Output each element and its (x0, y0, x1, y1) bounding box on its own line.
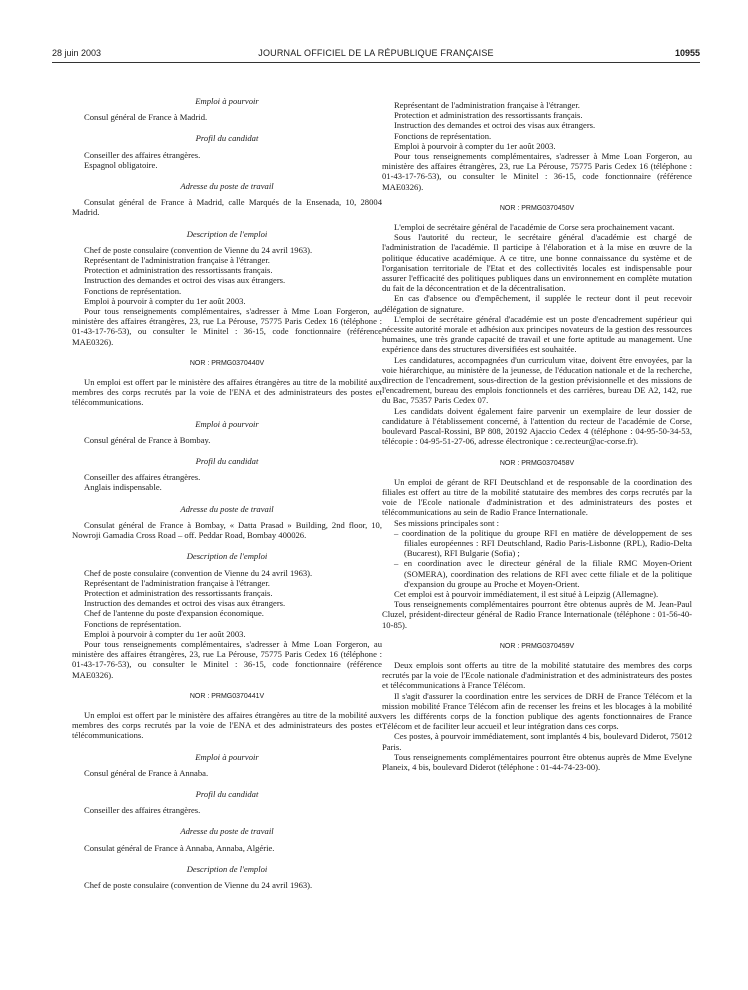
left-column (72, 96, 382, 890)
text-line: Représentant de l'administration française à l'étranger. (84, 255, 270, 266)
text-line: Fonctions de représentation. (394, 130, 492, 141)
section-heading: Emploi à pourvoir (195, 751, 259, 762)
list-item: – coordination de la politique du groupe RFI en matière de développement de ses filiales européennes : RFI Deutschland, Radio Paris-Lisbonne (RPL), Radio-Delta (Bucarest), RFI Bulgarie (Sofia) ; (394, 527, 692, 559)
paragraph: Consulat général de France à Madrid, calle Marqués de la Ensenada, 10, 28004 Madrid. (72, 197, 382, 218)
nor-reference: NOR : PRMG0370458V (499, 459, 575, 467)
section-heading: Profil du candidat (195, 788, 259, 799)
paragraph: Il s'agit d'assurer la coordination entre les services de DRH de France Télécom et la mission mobilité France Télécom afin de recenser les freins et les blocages à la mobilité vers les différents corps de la fonction publique des agents fonctionnaires de France Télécom et de faciliter leur accueil et leur intégration dans ces corps. (382, 690, 692, 732)
text-line: Consul général de France à Annaba. (84, 767, 209, 778)
paragraph: Pour tous renseignements complémentaires, s'adresser à Mme Loan Forgeron, au ministère des affaires étrangères, 23, rue La Pérouse, 75775 Paris Cedex 16 (téléphone : 01-43-17-76-53), ou consulter le Minitel : 36-15, code fonctionnaire (référence MAE0326). (382, 151, 692, 192)
text-line: Consulat général de France à Annaba, Annaba, Algérie. (84, 842, 275, 853)
paragraph: Pour tous renseignements complémentaires, s'adresser à Mme Loan Forgeron, au ministère des affaires étrangères, 23, rue La Pérouse, 75775 Paris Cedex 16 (téléphone : 01-43-17-76-53), ou consulter le Minitel : 36-15, code fonctionnaire (référence MAE0326). (72, 638, 382, 680)
text-line: Conseiller des affaires étrangères. (84, 805, 201, 816)
journal-title: JOURNAL OFFICIEL DE LA RÉPUBLIQUE FRANÇAISE (258, 48, 494, 58)
page-number: 10955 (674, 48, 700, 58)
section-heading: Description de l'emploi (186, 551, 268, 562)
text-line: Protection et administration des ressortissants français. (84, 587, 273, 598)
paragraph: Les candidats doivent également faire parvenir un exemplaire de leur dossier de candidature à l'établissement concerné, à l'attention du recteur de l'académie de Corse, boulevard Pascal-Rossini, BP 808, 20192 Ajaccio Cedex 4 (téléphone : 04-95-50-34-53, télécopie : 04-95-51-27-06, adresse électronique : ce.recteur@ac-corse.fr). (382, 405, 692, 447)
section-heading: Adresse du poste de travail (180, 826, 274, 837)
text-line: Emploi à pourvoir à compter du 1er août 2003. (84, 295, 246, 306)
text-line: Représentant de l'administration française à l'étranger. (394, 100, 580, 110)
section-heading: Description de l'emploi (186, 228, 268, 239)
section-heading: Description de l'emploi (186, 863, 268, 874)
paragraph: L'emploi de secrétaire général de l'académie de Corse sera prochainement vacant. (394, 222, 675, 233)
header-date: 28 juin 2003 (52, 48, 102, 58)
text-line: Fonctions de représentation. (84, 618, 182, 629)
paragraph: En cas d'absence ou d'empêchement, il supplée le recteur dont il peut recevoir délégation de signature. (382, 293, 692, 314)
text-line: Emploi à pourvoir à compter du 1er août 2003. (84, 628, 246, 639)
text-line: Protection et administration des ressortissants français. (84, 265, 273, 276)
paragraph: Tous renseignements complémentaires pourront être obtenus auprès de M. Jean-Paul Cluzel, président-directeur général de Radio France Internationale (téléphone : 01-56-40-10-85). (382, 599, 692, 630)
paragraph: L'emploi de secrétaire général d'académie est un poste d'encadrement supérieur qui nécessite autorité morale et adhésion aux principes novateurs de la gestion des ressources humaines, une très grande capacité de travail et une forte aptitude au management. Une expérience dans des structures diversifiées est souhaitée. (382, 313, 692, 355)
list-item: – en coordination avec le directeur général de la filiale RMC Moyen-Orient (SOMERA), coordination des relations de RFI avec cette filiale et de la politique d'expansion du groupe au Proche et Moyen-Orient. (394, 558, 692, 589)
text-line: Fonctions de représentation. (84, 285, 182, 296)
text-line: Anglais indispensable. (84, 482, 162, 493)
text-line: Conseiller des affaires étrangères. (84, 472, 201, 483)
paragraph: Un emploi est offert par le ministère des affaires étrangères au titre de la mobilité aux membres des corps recrutés par la voie de l'ENA et des administrateurs des postes et télécommunications. (72, 709, 382, 741)
text-line: Instruction des demandes et octroi des visas aux étrangers. (394, 120, 596, 131)
paragraph: Tous renseignements complémentaires pourront être obtenus auprès de Mme Evelyne Planeix, 4 bis, boulevard Diderot (téléphone : 01-44-74-23-00). (382, 751, 692, 772)
right-column (382, 100, 692, 772)
section-heading: Emploi à pourvoir (195, 96, 259, 106)
section-heading: Adresse du poste de travail (180, 503, 274, 514)
text-line: Représentant de l'administration française à l'étranger. (84, 577, 270, 588)
text-line: Ses missions principales sont : (394, 517, 500, 528)
nor-reference: NOR : PRMG0370441V (189, 692, 265, 700)
text-line: Consul général de France à Madrid. (84, 112, 208, 123)
text-line: Emploi à pourvoir à compter du 1er août 2003. (394, 140, 556, 151)
section-heading: Profil du candidat (195, 133, 259, 144)
paragraph: Consulat général de France à Bombay, « Datta Prasad » Building, 2nd floor, 10, Nowroji Gamadia Cross Road – off. Peddar Road, Bombay 400026. (72, 519, 382, 541)
text-line: Espagnol obligatoire. (84, 159, 158, 170)
paragraph: Chef de poste consulaire (convention de Vienne du 24 avril 1963). (84, 567, 313, 578)
paragraph: Chef de poste consulaire (convention de Vienne du 24 avril 1963). (84, 244, 313, 255)
text-line: Instruction des demandes et octroi des visas aux étrangers. (84, 275, 286, 286)
text-line: Chef de l'antenne du poste d'expansion économique. (84, 608, 264, 619)
nor-reference: NOR : PRMG0370459V (499, 642, 575, 650)
section-heading: Emploi à pourvoir (195, 418, 259, 429)
paragraph: Chef de poste consulaire (convention de Vienne du 24 avril 1963). (84, 879, 313, 890)
paragraph: Un emploi de gérant de RFI Deutschland et de responsable de la coordination des filiales est offert au titre de la mobilité statutaire des membres des corps recrutés par la voie de l'Ecole nationale d'administration et des administrateurs des postes et télécommunications au sein de Radio France Internationale. (382, 476, 692, 518)
paragraph: Cet emploi est à pourvoir immédiatement, il est situé à Leipzig (Allemagne). (394, 588, 659, 599)
paragraph: Un emploi est offert par le ministère des affaires étrangères au titre de la mobilité aux membres des corps recrutés par la voie de l'ENA et des administrateurs des postes et télécommunications. (72, 377, 382, 408)
nor-reference: NOR : PRMG0370450V (499, 204, 575, 212)
text-line: Conseiller des affaires étrangères. (84, 149, 201, 160)
paragraph: Ces postes, à pourvoir immédiatement, sont implantés 4 bis, boulevard Diderot, 75012 Paris. (382, 731, 692, 752)
text-line: Consul général de France à Bombay. (84, 434, 211, 445)
nor-reference: NOR : PRMG0370440V (189, 359, 265, 367)
page-header (52, 48, 700, 63)
paragraph: Pour tous renseignements complémentaires, s'adresser à Mme Loan Forgeron, au ministère des affaires étrangères, 23, rue La Pérouse, 75775 Paris Cedex 16 (téléphone : 01-43-17-76-53), ou consulter le Minitel : 36-15, code fonctionnaire (référence MAE0326). (72, 306, 382, 347)
text-line: Protection et administration des ressortissants français. (394, 110, 583, 121)
section-heading: Adresse du poste de travail (180, 181, 274, 192)
text-line: Instruction des demandes et octroi des visas aux étrangers. (84, 598, 286, 609)
paragraph: Les candidatures, accompagnées d'un curriculum vitae, doivent être envoyées, par la voie hiérarchique, au ministère de la jeunesse, de l'éducation nationale et de la recherche, direction de l'encadrement, sous-direction de la gestion prévisionnelle et des missions de l'encadrement, bureau des emplois fonctionnels et des carrières, bureau DE A2, 142, rue du Bac, 75357 Paris Cedex 07. (382, 354, 692, 406)
paragraph: Sous l'autorité du recteur, le secrétaire général d'académie est chargé de l'administration de l'académie. Il participe à l'élaboration et à la mise en œuvre de la politique éducative académique. A ce titre, une bonne connaissance du système et de l'organisation territoriale de l'Etat et des collectivités locales est indispensable pour assurer l'efficacité des politiques publiques dans un environnement en complète mutation du fait de la déconcentration et de la décentralisation. (382, 232, 692, 294)
paragraph: Deux emplois sont offerts au titre de la mobilité statutaire des membres des corps recrutés par la voie de l'Ecole nationale d'administration et des administrateurs des postes et télécommunications à France Télécom. (382, 659, 692, 691)
section-heading: Profil du candidat (195, 456, 259, 467)
